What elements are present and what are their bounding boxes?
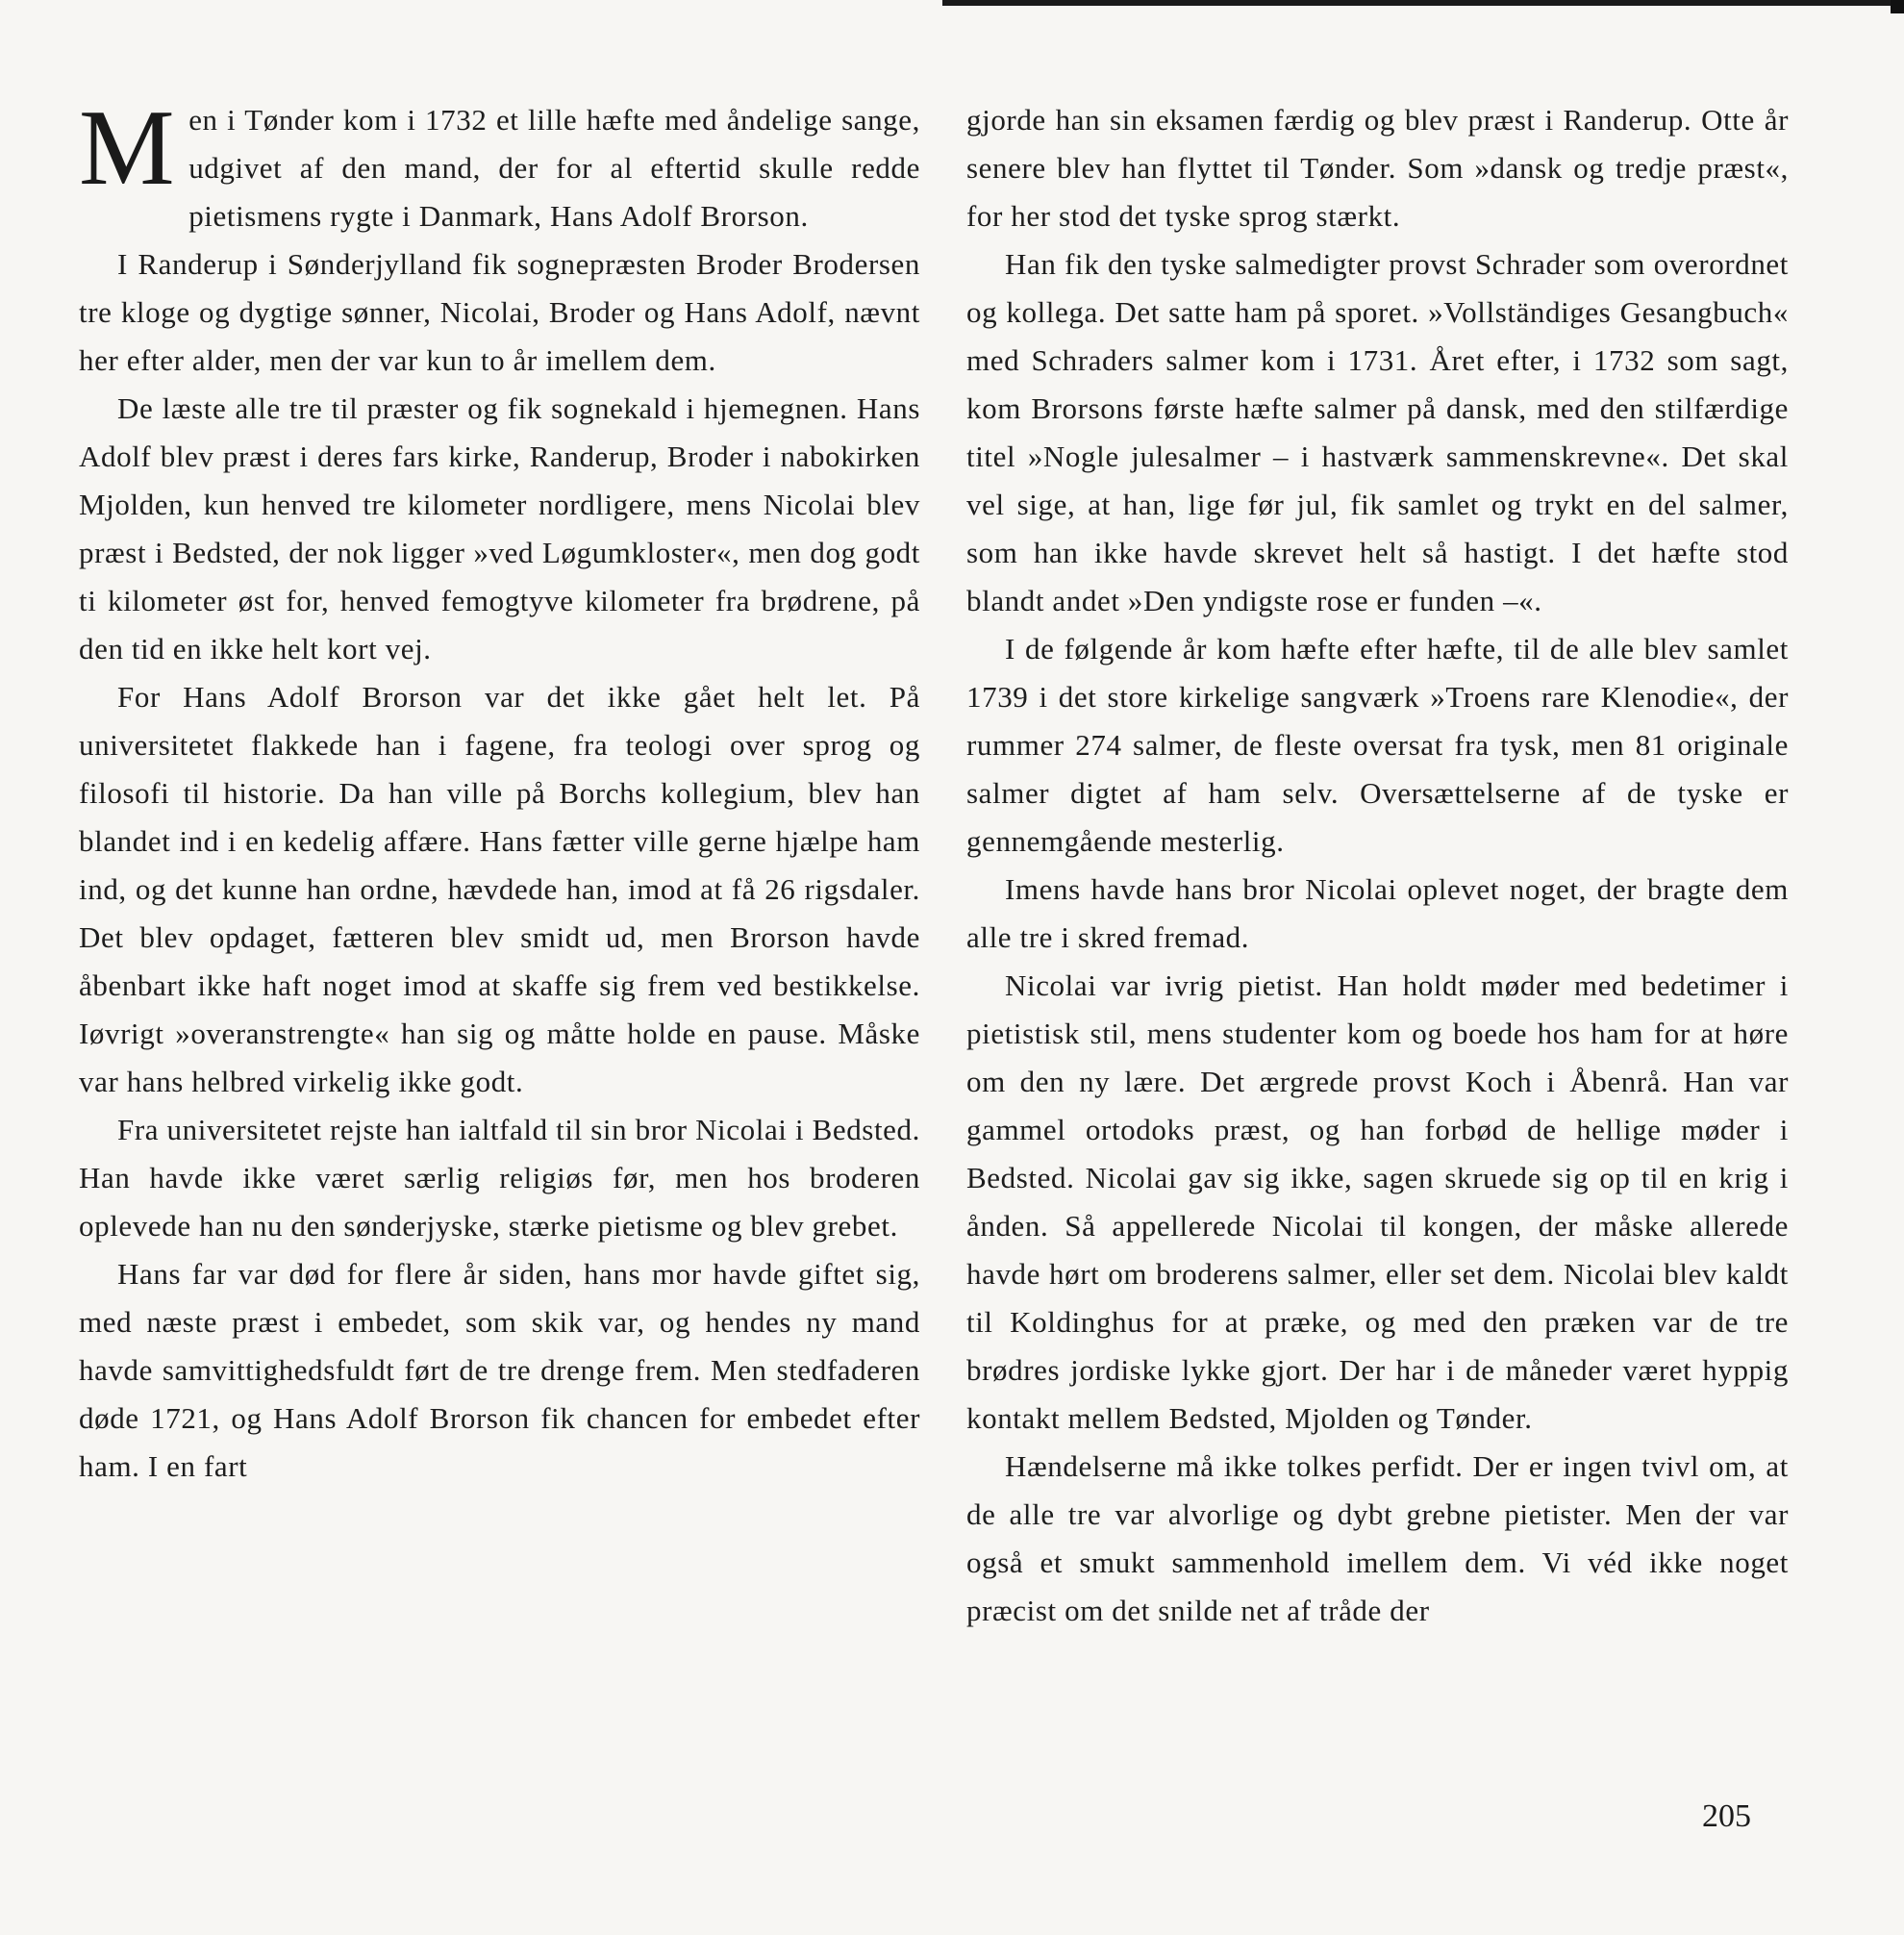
left-column bbox=[79, 88, 920, 1491]
paragraph-11: Hændelserne må ikke tolkes perfidt. Der er ingen tvivl om, at de alle tre var alvorlige og dybt grebne pietister. Men der var også et smukt sammenhold imellem dem. Vi véd ikke noget præcist om det snilde net af tråde der bbox=[966, 1449, 1789, 1627]
paragraph-5: Fra universitetet rejste han ialtfald til sin bror Nicolai i Bedsted. Han havde ikke været særlig religiøs før, men hos broderen oplevede han nu den sønderjyske, stærke pietisme og blev grebet. bbox=[79, 1113, 920, 1243]
paragraph-3: De læste alle tre til præster og fik sognekald i hjemegnen. Hans Adolf blev præst i deres fars kirke, Randerup, Broder i nabokirken Mjolden, kun henved tre kilometer nordligere, mens Nicolai blev præst i Bedsted, der nok ligger »ved Løgumkloster«, men dog godt ti kilometer øst for, henved femogtyve kilometer fra brødrene, på den tid en ikke helt kort vej. bbox=[79, 391, 920, 666]
paragraph-7: Han fik den tyske salmedigter provst Schrader som overordnet og kollega. Det satte ham på sporet. »Vollständiges Gesangbuch« med Schraders salmer kom i 1731. Året efter, i 1732 som sagt, kom Brorsons første hæfte salmer på dansk, med den stilfærdige titel »Nogle julesalmer – i hastværk sammenskrevne«. Det skal vel sige, at han, lige før jul, fik samlet og trykt en del salmer, som han ikke havde skrevet helt så hastigt. I det hæfte stod blandt andet »Den yndigste rose er funden –«. bbox=[966, 247, 1789, 617]
paragraph-4: For Hans Adolf Brorson var det ikke gået helt let. På universitetet flakkede han i fagene, fra teologi over sprog og filosofi til historie. Da han ville på Borchs kollegium, blev han blandet ind i en kedelig affære. Hans fætter ville gerne hjælpe ham ind, og det kunne han ordne, hævdede han, imod at få 26 rigsdaler. Det blev opdaget, fætteren blev smidt ud, men Brorson havde åbenbart ikke haft noget imod at skaffe sig frem ved bestikkelse. Iøvrigt »overanstrengte« han sig og måtte holde en pause. Måske var hans helbred virkelig ikke godt. bbox=[79, 680, 920, 1098]
top-rule bbox=[942, 0, 1904, 6]
right-column bbox=[966, 96, 1789, 1635]
paragraph-2: I Randerup i Sønderjylland fik sognepræsten Broder Brodersen tre kloge og dygtige sønner, Nicolai, Broder og Hans Adolf, nævnt her efter alder, men der var kun to år imellem dem. bbox=[79, 247, 920, 377]
drop-cap: M bbox=[79, 88, 176, 208]
paragraph-6: Hans far var død for flere år siden, hans mor havde giftet sig, med næste præst i embedet, som skik var, og hendes ny mand havde samvittighedsfuldt ført de tre drenge frem. Men stedfaderen døde 1721, og Hans Adolf Brorson fik chancen for embedet efter ham. I en fart bbox=[79, 1257, 920, 1483]
paragraph-10: Nicolai var ivrig pietist. Han holdt møder med bedetimer i pietistisk stil, mens studenter kom og boede hos ham for at høre om den ny lære. Det ærgrede provst Koch i Åbenrå. Han var gammel ortodoks præst, og han forbød de hellige møder i Bedsted. Nicolai gav sig ikke, sagen skruede sig op til en krig i ånden. Så appellerede Nicolai til kongen, der måske allerede havde hørt om broderens salmer, eller set dem. Nicolai blev kaldt til Koldinghus for at præke, og med den præken var de tre brødres jordiske lykke gjort. Der har i de måneder været hyppig kontakt mellem Bedsted, Mjolden og Tønder. bbox=[966, 968, 1789, 1435]
page-number: 205 bbox=[1702, 1798, 1751, 1834]
paragraph-9: Imens havde hans bror Nicolai oplevet noget, der bragte dem alle tre i skred fremad. bbox=[966, 872, 1789, 954]
top-rule-end bbox=[1891, 0, 1904, 13]
paragraph-continuation: gjorde han sin eksamen færdig og blev præst i Randerup. Otte år senere blev han flyttet til Tønder. Som »dansk og tredje præst«, for her stod det tyske sprog stærkt. bbox=[966, 103, 1789, 233]
paragraph-text: en i Tønder kom i 1732 et lille hæfte med åndelige sange, udgivet af den mand, der for al eftertid skulle redde pietismens rygte i Danmark, Hans Adolf Brorson. bbox=[188, 103, 920, 233]
paragraph-1 bbox=[79, 88, 920, 240]
paragraph-8: I de følgende år kom hæfte efter hæfte, til de alle blev samlet 1739 i det store kirkelige sangværk »Troens rare Klenodie«, der rummer 274 salmer, de fleste oversat fra tysk, men 81 originale salmer digtet af ham selv. Oversættelserne af de tyske er gennemgående mesterlig. bbox=[966, 632, 1789, 858]
